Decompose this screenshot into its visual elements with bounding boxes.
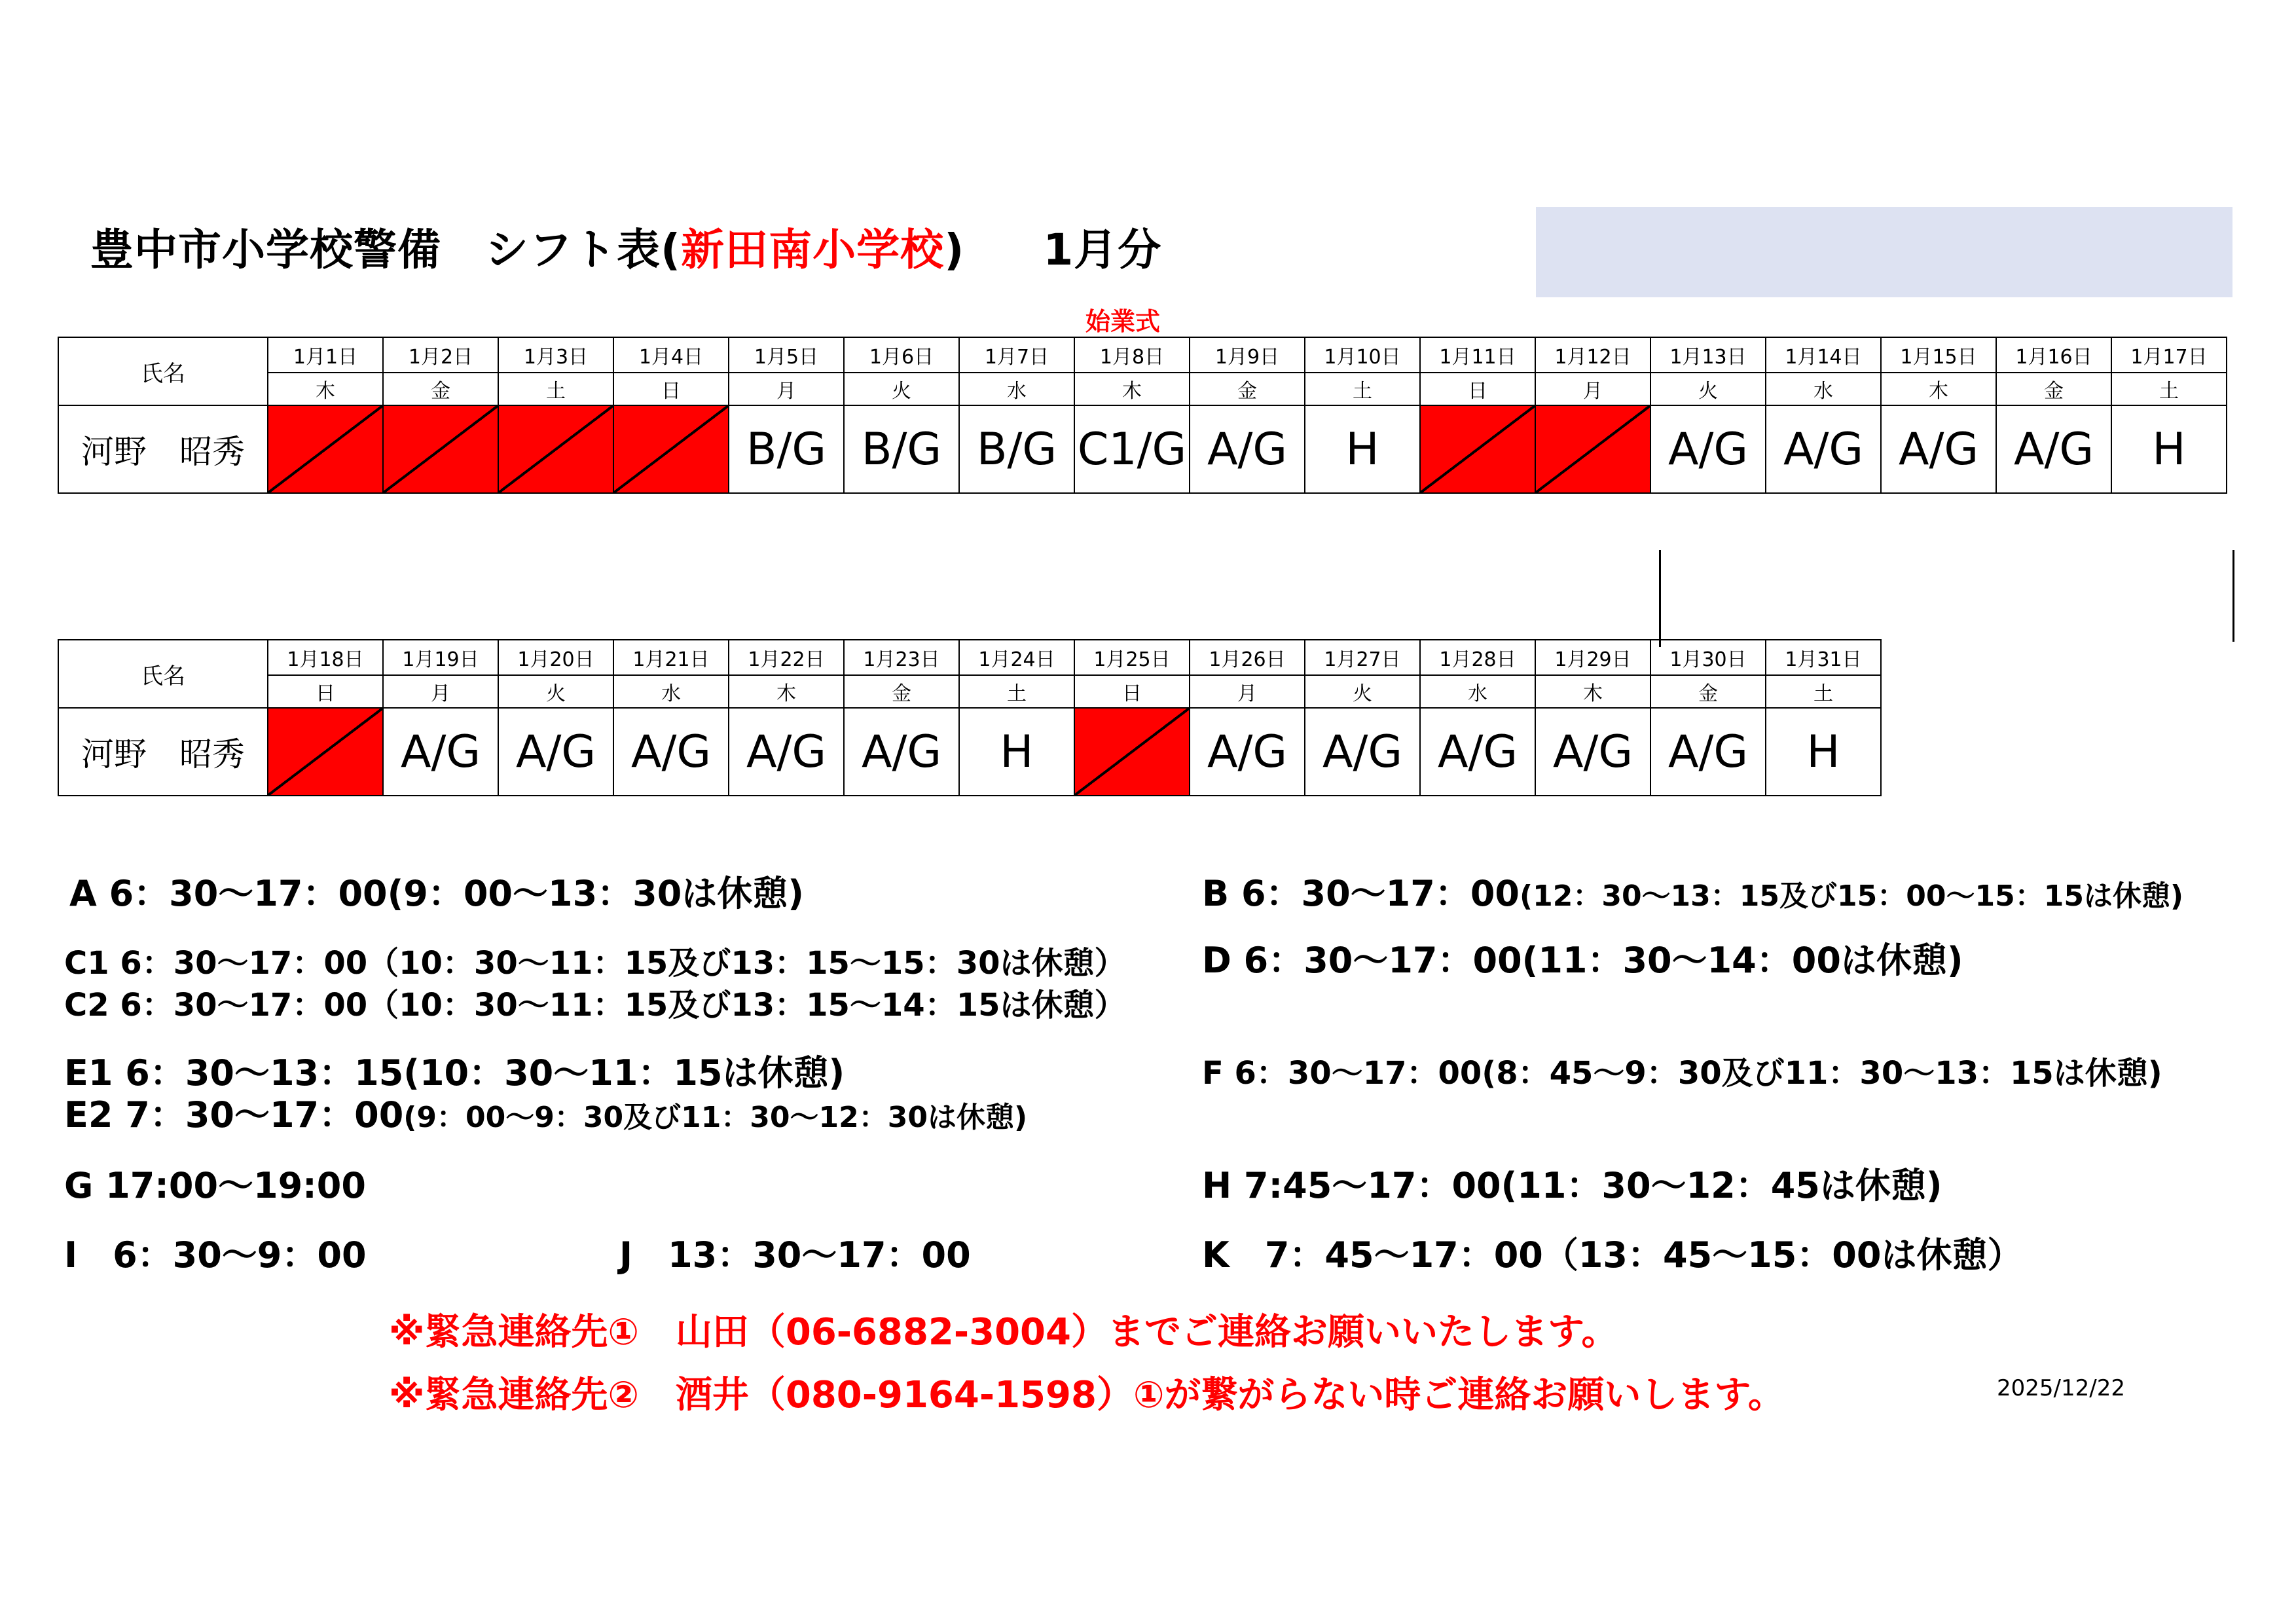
weekday-cell: 木 — [1881, 373, 1996, 405]
date-cell: 1月7日 — [959, 337, 1074, 373]
title-prefix: 豊中市小学校警備 シフト表( — [90, 225, 682, 275]
weekday-cell: 土 — [959, 675, 1074, 708]
shift-cell: A/G — [613, 708, 729, 796]
date-cell: 1月11日 — [1420, 337, 1535, 373]
weekday-cell: 月 — [1190, 675, 1305, 708]
legend-g: G 17:00～19:00 — [64, 1165, 366, 1206]
weekday-cell: 土 — [2111, 373, 2227, 405]
shift-cell: A/G — [1766, 405, 1881, 493]
weekday-cell: 日 — [1420, 373, 1535, 405]
title-month: 1月分 — [1043, 225, 1162, 275]
date-row — [58, 640, 1881, 675]
shift-cell: H — [1766, 708, 1881, 796]
date-cell: 1月3日 — [498, 337, 613, 373]
day-off-cell — [268, 405, 383, 493]
weekday-cell: 火 — [1305, 675, 1420, 708]
employee-name: 河野 昭秀 — [58, 708, 268, 796]
date-cell: 1月16日 — [1996, 337, 2111, 373]
legend-i: I 6：30～9：00 — [64, 1234, 367, 1276]
shift-cell: H — [1305, 405, 1420, 493]
weekday-cell: 金 — [1650, 675, 1766, 708]
date-cell: 1月28日 — [1420, 640, 1535, 675]
date-cell: 1月18日 — [268, 640, 383, 675]
date-cell: 1月14日 — [1766, 337, 1881, 373]
date-cell: 1月22日 — [729, 640, 844, 675]
date-cell: 1月19日 — [383, 640, 498, 675]
shift-row — [58, 708, 1881, 796]
weekday-cell: 木 — [1074, 373, 1190, 405]
shift-cell: A/G — [1996, 405, 2111, 493]
date-cell: 1月6日 — [844, 337, 959, 373]
weekday-cell: 金 — [1996, 373, 2111, 405]
weekday-cell: 木 — [1535, 675, 1650, 708]
title-suffix: ) — [944, 225, 965, 275]
page-title — [90, 215, 1161, 277]
shift-cell: C1/G — [1074, 405, 1190, 493]
divider-line — [2232, 550, 2234, 642]
date-cell: 1月5日 — [729, 337, 844, 373]
date-cell: 1月29日 — [1535, 640, 1650, 675]
weekday-cell: 金 — [1190, 373, 1305, 405]
shift-table-second-half — [58, 639, 1882, 796]
legend-f: F 6：30～17：00(8：45～9：30及び11：30～13：15は休憩) — [1202, 1055, 2162, 1092]
weekday-cell: 水 — [613, 675, 729, 708]
legend-d: D 6：30～17：00(11：30～14：00は休憩) — [1202, 940, 1963, 981]
day-off-cell — [1074, 708, 1190, 796]
dow-row — [58, 675, 1881, 708]
date-cell: 1月12日 — [1535, 337, 1650, 373]
date-row — [58, 337, 2227, 373]
date-cell: 1月30日 — [1650, 640, 1766, 675]
weekday-cell: 木 — [268, 373, 383, 405]
legend-c2: C2 6：30～17：00（10：30～11：15及び13：15～14：15は休憩） — [64, 987, 1126, 1024]
shift-cell: B/G — [844, 405, 959, 493]
weekday-cell: 金 — [383, 373, 498, 405]
date-cell: 1月8日 — [1074, 337, 1190, 373]
weekday-cell: 月 — [1535, 373, 1650, 405]
weekday-cell: 水 — [959, 373, 1074, 405]
weekday-cell: 日 — [268, 675, 383, 708]
day-off-cell — [1535, 405, 1650, 493]
shift-cell: B/G — [729, 405, 844, 493]
shift-cell: A/G — [729, 708, 844, 796]
shift-cell: B/G — [959, 405, 1074, 493]
day-off-cell — [1420, 405, 1535, 493]
shift-cell: A/G — [1190, 405, 1305, 493]
date-cell: 1月10日 — [1305, 337, 1420, 373]
shift-cell: H — [959, 708, 1074, 796]
shift-row — [58, 405, 2227, 493]
issued-date: 2025/12/22 — [1997, 1375, 2125, 1401]
day-off-cell — [268, 708, 383, 796]
shift-cell: A/G — [1650, 708, 1766, 796]
date-cell: 1月31日 — [1766, 640, 1881, 675]
weekday-cell: 土 — [498, 373, 613, 405]
name-header: 氏名 — [58, 640, 268, 708]
day-off-cell — [498, 405, 613, 493]
date-cell: 1月4日 — [613, 337, 729, 373]
date-cell: 1月20日 — [498, 640, 613, 675]
legend-a: A 6：30～17：00(9：00～13：30は休憩) — [69, 873, 804, 914]
legend-h: H 7:45～17：00(11：30～12：45は休憩) — [1202, 1165, 1942, 1206]
name-header: 氏名 — [58, 337, 268, 405]
date-cell: 1月1日 — [268, 337, 383, 373]
emergency-contact-2: ※緊急連絡先② 酒井（080-9164-1598）①が繋がらない時ご連絡お願いします。 — [389, 1374, 1785, 1416]
weekday-cell: 土 — [1766, 675, 1881, 708]
weekday-cell: 火 — [844, 373, 959, 405]
date-cell: 1月2日 — [383, 337, 498, 373]
legend-j: J 13：30～17：00 — [619, 1234, 971, 1276]
legend-c1: C1 6：30～17：00（10：30～11：15及び13：15～15：30は休憩） — [64, 945, 1126, 982]
shift-cell: H — [2111, 405, 2227, 493]
legend-b: B 6：30～17：00(12：30～13：15及び15：00～15：15は休憩) — [1202, 873, 2184, 914]
date-cell: 1月13日 — [1650, 337, 1766, 373]
shift-cell: A/G — [1650, 405, 1766, 493]
shift-cell: A/G — [1190, 708, 1305, 796]
date-cell: 1月15日 — [1881, 337, 1996, 373]
employee-name: 河野 昭秀 — [58, 405, 268, 493]
weekday-cell: 土 — [1305, 373, 1420, 405]
shift-cell: A/G — [1535, 708, 1650, 796]
stamp-box — [1536, 207, 2232, 297]
weekday-cell: 木 — [729, 675, 844, 708]
weekday-cell: 火 — [1650, 373, 1766, 405]
date-cell: 1月27日 — [1305, 640, 1420, 675]
date-cell: 1月17日 — [2111, 337, 2227, 373]
shift-cell: A/G — [1420, 708, 1535, 796]
emergency-contact-1: ※緊急連絡先① 山田（06-6882-3004）までご連絡お願いいたします。 — [389, 1311, 1618, 1354]
shift-cell: A/G — [383, 708, 498, 796]
weekday-cell: 火 — [498, 675, 613, 708]
date-cell: 1月25日 — [1074, 640, 1190, 675]
school-name: 新田南小学校 — [681, 225, 945, 275]
date-cell: 1月9日 — [1190, 337, 1305, 373]
shift-table-first-half — [58, 337, 2227, 494]
weekday-cell: 月 — [383, 675, 498, 708]
weekday-cell: 水 — [1766, 373, 1881, 405]
date-cell: 1月24日 — [959, 640, 1074, 675]
shift-cell: A/G — [1305, 708, 1420, 796]
legend-e1: E1 6：30～13：15(10：30～11：15は休憩) — [64, 1052, 845, 1094]
weekday-cell: 日 — [1074, 675, 1190, 708]
weekday-cell: 金 — [844, 675, 959, 708]
weekday-cell: 日 — [613, 373, 729, 405]
legend-k: K 7：45～17：00（13：45～15：00は休憩） — [1202, 1234, 2023, 1276]
day-off-cell — [383, 405, 498, 493]
shift-cell: A/G — [1881, 405, 1996, 493]
weekday-cell: 水 — [1420, 675, 1535, 708]
legend-e2: E2 7：30～17：00(9：00～9：30及び11：30～12：30は休憩) — [64, 1094, 1028, 1135]
date-cell: 1月26日 — [1190, 640, 1305, 675]
divider-line — [1659, 550, 1661, 647]
shift-cell: A/G — [844, 708, 959, 796]
day-off-cell — [613, 405, 729, 493]
weekday-cell: 月 — [729, 373, 844, 405]
date-cell: 1月23日 — [844, 640, 959, 675]
date-cell: 1月21日 — [613, 640, 729, 675]
ceremony-annotation: 始業式 — [1085, 307, 1161, 336]
shift-cell: A/G — [498, 708, 613, 796]
dow-row — [58, 373, 2227, 405]
